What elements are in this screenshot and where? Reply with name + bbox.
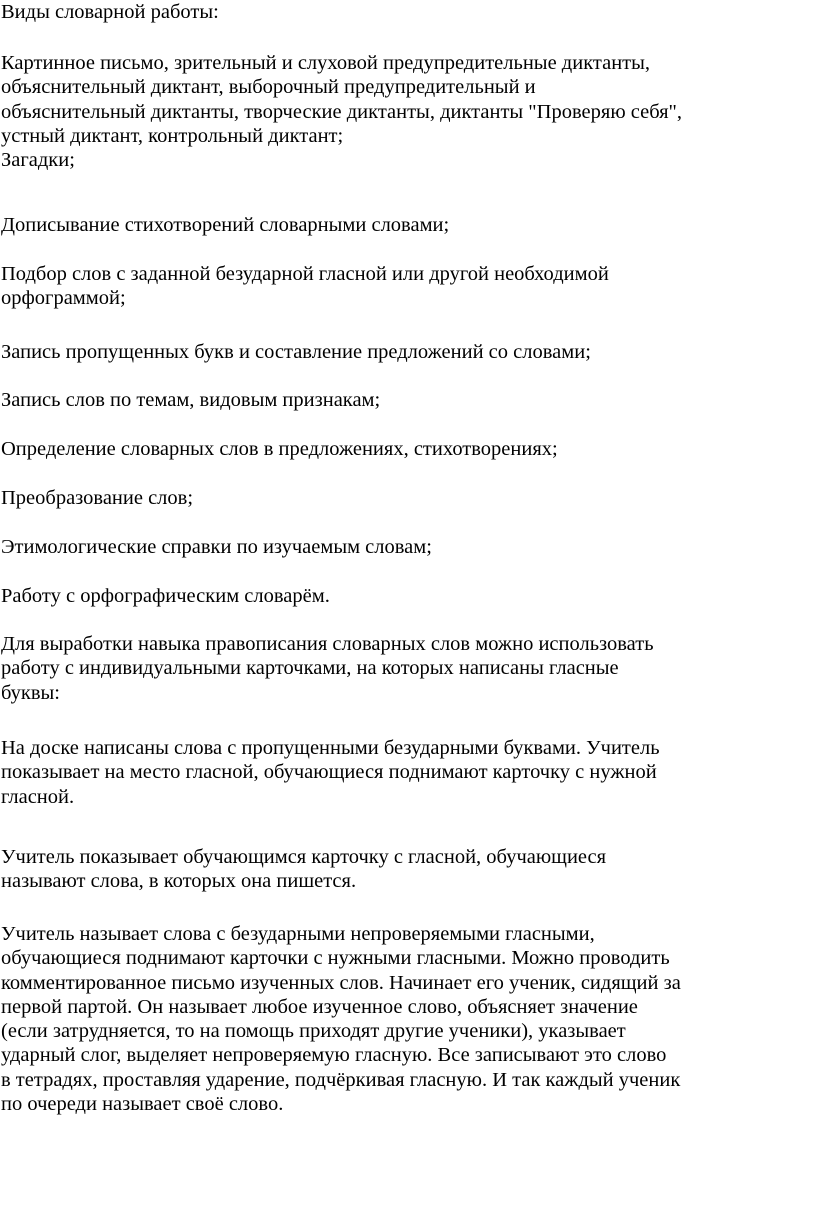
paragraph-word-selection xyxy=(1,262,609,311)
text-line: Подбор слов с заданной безударной гласной или другой необходимой xyxy=(1,263,609,285)
paragraph-poems xyxy=(1,213,449,237)
heading-line: Виды словарной работы: xyxy=(1,1,219,23)
text-line: комментированное письмо изученных слов. Начинает его ученик, сидящий за xyxy=(1,971,681,994)
text-line: Преобразование слов; xyxy=(1,487,194,509)
paragraph-board-exercise xyxy=(1,736,660,809)
paragraph-dictionary xyxy=(1,584,330,608)
text-line: Запись пропущенных букв и составление предложений со словами; xyxy=(1,341,591,363)
text-line: Загадки; xyxy=(1,149,75,172)
text-line: Работу с орфографическим словарём. xyxy=(1,585,330,607)
paragraph-commented-writing xyxy=(1,922,681,1116)
text-line: Этимологические справки по изучаемым словам; xyxy=(1,536,432,558)
paragraph-cards-intro xyxy=(1,632,654,705)
text-line: устный диктант, контрольный диктант; xyxy=(1,124,344,147)
text-line: Определение словарных слов в предложениях, стихотворениях; xyxy=(1,438,558,460)
text-line: первой партой. Он называет любое изученное слово, объясняет значение xyxy=(1,995,638,1018)
text-line: Картинное письмо, зрительный и слуховой предупредительные диктанты, xyxy=(1,52,651,74)
text-line: гласной. xyxy=(1,785,75,808)
document-heading xyxy=(1,0,219,24)
text-line: Учитель показывает обучающимся карточку с гласной, обучающиеся xyxy=(1,846,607,868)
text-line: в тетрадях, проставляя ударение, подчёркивая гласную. И так каждый ученик xyxy=(1,1068,681,1091)
text-line: Запись слов по темам, видовым признакам; xyxy=(1,389,381,411)
text-line: На доске написаны слова с пропущенными безударными буквами. Учитель xyxy=(1,737,660,759)
text-line: орфограммой; xyxy=(1,287,126,310)
text-line: буквы: xyxy=(1,681,61,704)
text-line: ударный слог, выделяет непроверяемую гласную. Все записывают это слово xyxy=(1,1044,667,1067)
text-line: объяснительный диктант, выборочный предупредительный и xyxy=(1,76,536,99)
paragraph-etymology xyxy=(1,535,432,559)
paragraph-transformation xyxy=(1,486,193,510)
text-line: по очереди называет своё слово. xyxy=(1,1093,284,1116)
paragraph-dictation-types xyxy=(1,51,682,172)
text-line: Дописывание стихотворений словарными словами; xyxy=(1,214,450,236)
paragraph-missing-letters xyxy=(1,340,591,364)
text-line: объяснительный диктанты, творческие диктанты, диктанты "Проверяю себя", xyxy=(1,100,683,123)
text-line: работу с индивидуальными карточками, на которых написаны гласные xyxy=(1,657,619,680)
text-line: (если затрудняется, то на помощь приходят другие ученики), указывает xyxy=(1,1020,626,1043)
text-line: Для выработки навыка правописания словарных слов можно использовать xyxy=(1,633,654,655)
text-line: Учитель называет слова с безударными непроверяемыми гласными, xyxy=(1,923,595,945)
text-line: называют слова, в которых она пишется. xyxy=(1,870,357,893)
text-line: показывает на место гласной, обучающиеся поднимают карточку с нужной xyxy=(1,761,657,784)
paragraph-card-exercise xyxy=(1,845,606,894)
paragraph-definition xyxy=(1,437,558,461)
text-line: обучающиеся поднимают карточки с нужными гласными. Можно проводить xyxy=(1,947,670,970)
paragraph-themes xyxy=(1,388,380,412)
